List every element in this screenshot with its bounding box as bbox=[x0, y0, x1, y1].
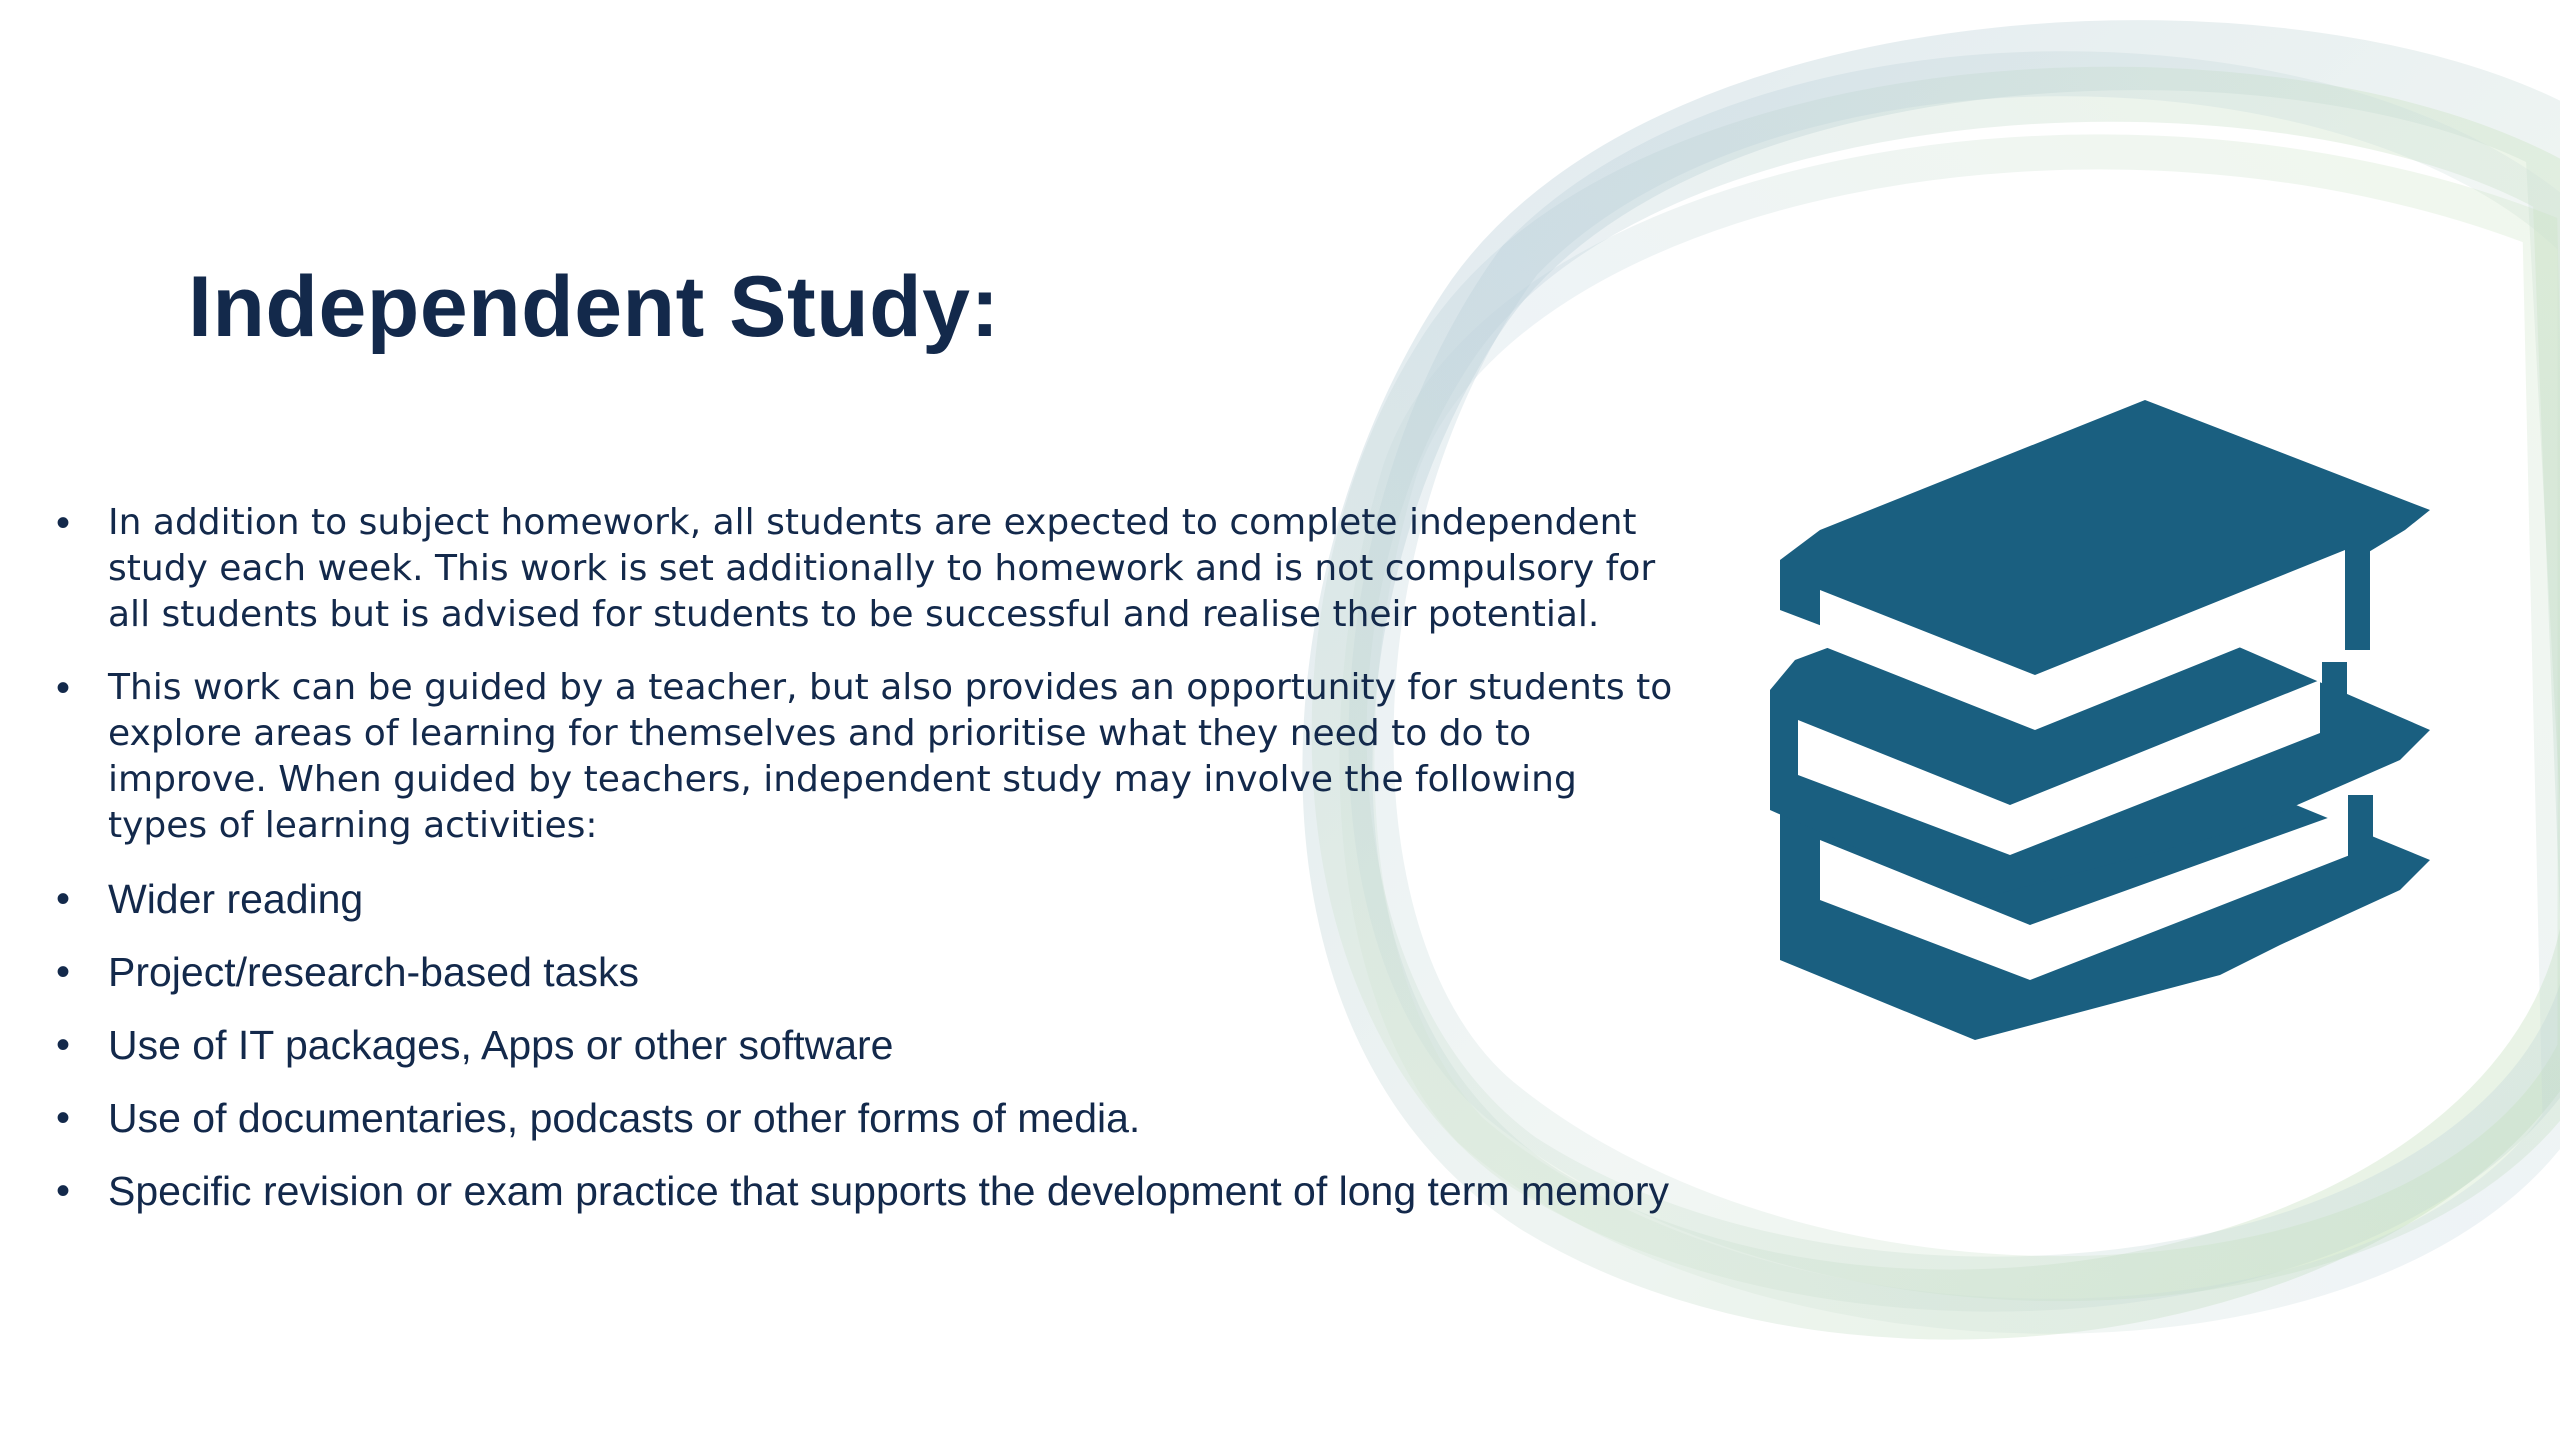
activity-text: Project/research-based tasks bbox=[108, 949, 639, 995]
bullet-marker: • bbox=[56, 877, 71, 921]
list-item bbox=[56, 876, 1676, 922]
list-item bbox=[56, 1095, 1676, 1141]
bullet-marker: • bbox=[56, 1096, 71, 1140]
list-item bbox=[56, 949, 1676, 995]
activity-text: Use of IT packages, Apps or other software bbox=[108, 1022, 894, 1068]
list-item bbox=[56, 500, 1676, 638]
list-item bbox=[56, 665, 1676, 849]
bullet-marker: • bbox=[56, 1169, 71, 1213]
activity-text: Specific revision or exam practice that supports the development of long term memory bbox=[108, 1168, 1669, 1214]
bullet-marker: • bbox=[56, 950, 71, 994]
list-item bbox=[56, 1022, 1676, 1068]
paragraph-text: In addition to subject homework, all students are expected to complete independent study each week. This work is set additionally to homework and is not compulsory for all students but is advised for students to be successful and realise their potential. bbox=[108, 502, 1656, 635]
list-item bbox=[56, 1168, 1676, 1214]
bullet-marker: • bbox=[56, 1023, 71, 1067]
page-title: Independent Study: bbox=[188, 259, 1000, 355]
activity-text: Wider reading bbox=[108, 876, 364, 922]
bullet-marker: • bbox=[56, 501, 71, 545]
paragraph-text: This work can be guided by a teacher, but also provides an opportunity for students to explore areas of learning for themselves and prioritise what they need to do to improve. When guided by teachers, independent study may involve the following types of learning activities: bbox=[108, 667, 1673, 846]
activity-text: Use of documentaries, podcasts or other forms of media. bbox=[108, 1095, 1141, 1141]
bullet-marker: • bbox=[56, 666, 71, 710]
books-icon bbox=[1740, 400, 2440, 1050]
bullet-list bbox=[56, 500, 1676, 1241]
